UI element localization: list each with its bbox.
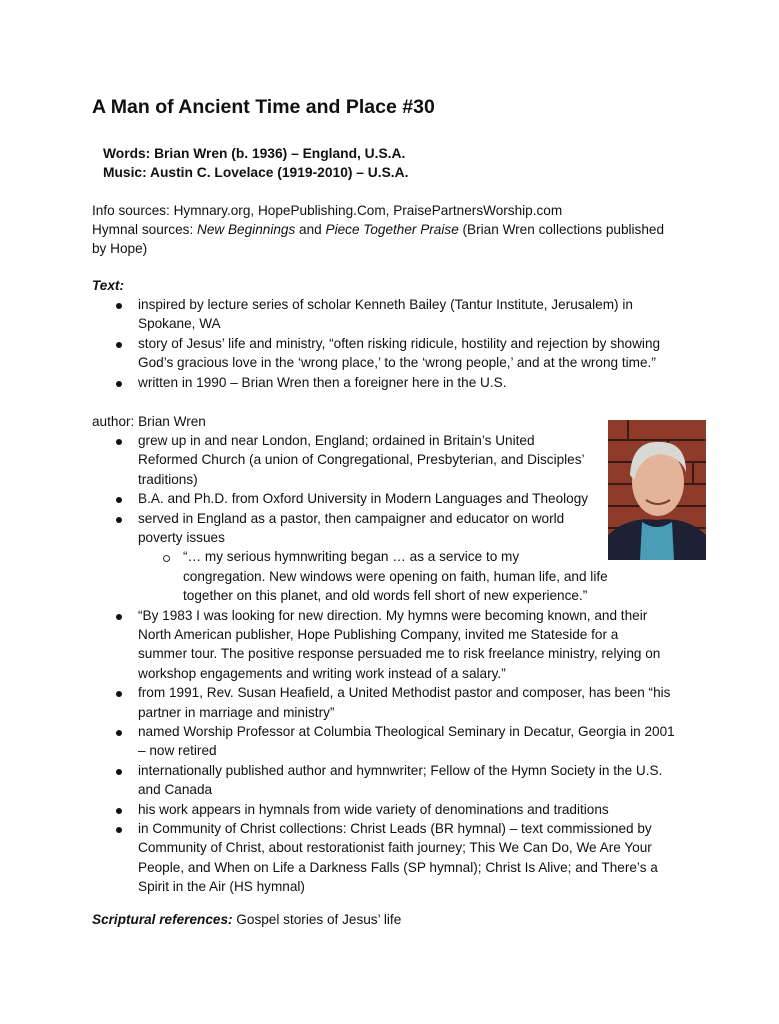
bullet-icon	[116, 497, 122, 503]
page-title: A Man of Ancient Time and Place #30	[92, 96, 435, 118]
list-item-line: workshop engagements and writing work instead of a salary.”	[138, 665, 506, 681]
list-item-line: traditions)	[138, 471, 198, 487]
list-item-line: internationally published author and hymnwriter; Fellow of the Hymn Society in the U.S.	[138, 762, 663, 778]
list-item-line: together on this planet, and old words fell short of new experience.”	[183, 588, 588, 604]
text-heading: Text:	[92, 278, 124, 293]
bullet-icon	[116, 303, 122, 309]
list-item-line: Spirit in the Air (HS hymnal)	[138, 879, 305, 895]
book-title: Piece Together Praise	[325, 222, 459, 237]
list-item-line: – now retired	[138, 743, 217, 759]
bullet-icon	[116, 769, 122, 775]
list-item-line: People, and When on Life a Darkness Falls (SP hymnal); Christ Is Alive; and There’s a	[138, 859, 658, 875]
list-item-line: named Worship Professor at Columbia Theological Seminary in Decatur, Georgia in 2001	[138, 724, 675, 739]
list-item-line: served in England as a pastor, then campaigner and educator on world	[138, 510, 565, 526]
list-item-line: partner in marriage and ministry”	[138, 704, 335, 720]
author-photo	[608, 420, 706, 560]
bullet-icon	[116, 614, 122, 620]
list-item-line: and Canada	[138, 782, 213, 798]
list-item-line: summer tour. The positive response persuaded me to risk freelance ministry, relying on	[138, 646, 661, 662]
list-item-line: Community of Christ, about restorationist faith journey; This We Can Do, We Are Your	[138, 840, 652, 856]
list-item-line: North American publisher, Hope Publishing Company, invited me Stateside for a	[138, 627, 619, 642]
book-title: New Beginnings	[197, 222, 296, 237]
hymnal-sources-note: (Brian Wren collections published	[458, 222, 665, 237]
bullet-icon	[116, 439, 122, 445]
hymnal-sources-cont: by Hope)	[92, 241, 148, 256]
list-item-line: story of Jesus’ life and ministry, “often risking ridicule, hostility and rejection by showing	[138, 335, 661, 351]
list-item-line: “By 1983 I was looking for new direction. My hymns were becoming known, and their	[138, 607, 648, 623]
bullet-icon	[116, 381, 122, 387]
hymnal-sources-label: Hymnal sources:	[92, 222, 198, 237]
bullet-icon	[116, 730, 122, 736]
scripture-line	[92, 912, 401, 927]
list-item-line: poverty issues	[138, 530, 225, 545]
words-credit: Words: Brian Wren (b. 1936) – England, U.S.A.	[103, 146, 406, 161]
bullet-icon	[116, 808, 122, 814]
portrait-image	[608, 420, 706, 560]
list-item-line: “… my serious hymnwriting began … as a service to my	[183, 549, 520, 565]
list-item-line: grew up in and near London, England; ordained in Britain’s United	[138, 433, 535, 448]
conjunction: and	[295, 222, 326, 237]
scripture-label: Scriptural references:	[92, 912, 233, 927]
bullet-icon	[116, 342, 122, 348]
list-item-line: his work appears in hymnals from wide variety of denominations and traditions	[138, 801, 609, 817]
list-item-line: congregation. New windows were opening on faith, human life, and life	[183, 568, 608, 584]
list-item-line: from 1991, Rev. Susan Heafield, a United Methodist pastor and composer, has been “his	[138, 685, 671, 701]
list-item-line: inspired by lecture series of scholar Kenneth Bailey (Tantur Institute, Jerusalem) in	[138, 297, 633, 312]
music-credit: Music: Austin C. Lovelace (1919-2010) – U.S.A.	[103, 165, 409, 180]
list-item-line: B.A. and Ph.D. from Oxford University in Modern Languages and Theology	[138, 491, 589, 507]
list-item-line: Spokane, WA	[138, 316, 221, 332]
circle-bullet-icon	[163, 555, 170, 562]
bullet-icon	[116, 827, 122, 833]
author-heading: author: Brian Wren	[92, 414, 206, 429]
list-item-line: God’s gracious love in the ‘wrong place,’ to the ‘wrong people,’ and at the wrong time.”	[138, 355, 656, 371]
hymnal-sources	[92, 222, 664, 237]
scripture-value: Gospel stories of Jesus’ life	[232, 912, 402, 927]
list-item-line: written in 1990 – Brian Wren then a foreigner here in the U.S.	[138, 374, 507, 390]
info-sources: Info sources: Hymnary.org, HopePublishing.Com, PraisePartnersWorship.com	[92, 203, 563, 218]
list-item-line: Reformed Church (a union of Congregational, Presbyterian, and Disciples’	[138, 452, 585, 468]
bullet-icon	[116, 691, 122, 697]
list-item-line: in Community of Christ collections: Christ Leads (BR hymnal) – text commissioned by	[138, 821, 652, 836]
bullet-icon	[116, 517, 122, 523]
